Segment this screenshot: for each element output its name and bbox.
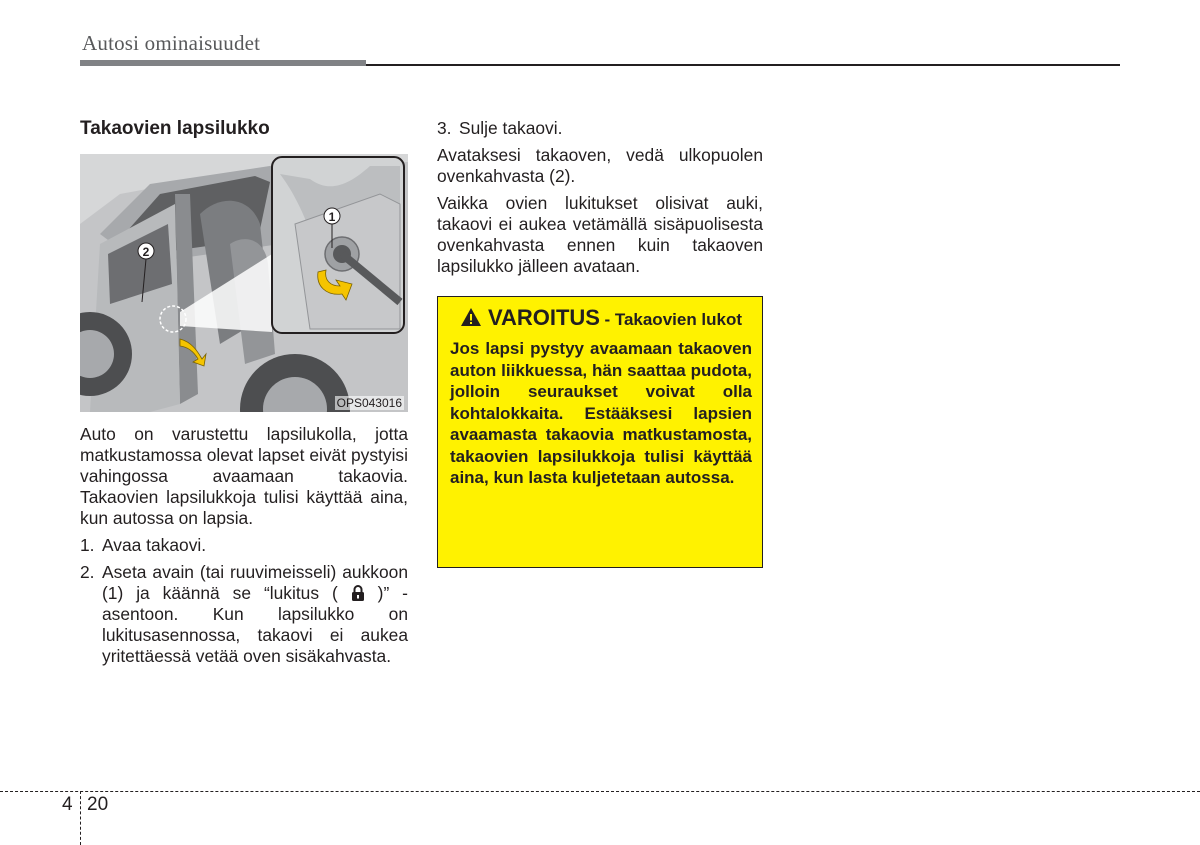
section-heading: Takaovien lapsilukko: [80, 118, 270, 139]
warning-subtitle: - Takaovien lukot: [604, 310, 743, 329]
intro-paragraph: Auto on varustettu lapsilukolla, jotta matkustamossa olevat lapset eivät pystyisi vahingossa avaamaan takaovia. Takaovien lapsilukkoja tulisi käyttää aina, kun autossa on lapsia.: [80, 424, 408, 528]
running-header: Autosi ominaisuudet: [82, 31, 261, 55]
callout-2-label: 2: [142, 245, 150, 259]
step-1: [80, 535, 408, 556]
step-number: 1.: [80, 535, 95, 555]
footer-dashed-rule: [0, 791, 1200, 792]
warning-box: [437, 296, 763, 568]
step-2: [80, 562, 408, 667]
header-rule-thin: [366, 64, 1120, 66]
warning-body: Jos lapsi pystyy avaamaan takaoven auton liikkuessa, hän saattaa pudota, jolloin seuraukset voivat olla kohtalokkaita. Estääksesi lapsien avaamasta takaovia matkustamosta, takaovien lapsilukkoja tulisi käyttää aina, kun lasta kuljetetaan autossa.: [450, 339, 752, 487]
step-text: [102, 562, 408, 667]
open-instructions-paragraph: Avataksesi takaoven, vedä ulkopuolen ovenkahvasta (2).: [437, 145, 763, 186]
footer-dashed-divider: [80, 791, 81, 845]
warning-heading: [450, 307, 752, 332]
car-door-drawing: [80, 154, 408, 412]
step-text-after-icon: )” -asentoon. Kun lapsilukko on lukitusasennossa, takaovi ei aukea yritettäessä vetää oven sisäkahvasta.: [102, 583, 408, 666]
figure-code: OPS043016: [336, 396, 402, 410]
warning-triangle-icon: [460, 307, 482, 327]
warning-title: VAROITUS: [487, 305, 600, 330]
step-text: Sulje takaovi.: [459, 118, 563, 138]
left-column: [80, 424, 408, 673]
page-number: 20: [87, 794, 109, 815]
step-number: 3.: [437, 118, 452, 138]
callout-1-label: 1: [328, 210, 336, 224]
chapter-number: 4: [62, 794, 73, 815]
step-number: 2.: [80, 562, 95, 582]
lock-icon: [351, 585, 365, 601]
step-text-before-icon: Aseta avain (tai ruuvimeisseli) aukkoon (1) ja käännä se “lukitus (: [102, 562, 408, 603]
step-text: Avaa takaovi.: [102, 535, 207, 555]
lock-note-paragraph: Vaikka ovien lukitukset olisivat auki, takaovi ei aukea vetämällä sisäpuolisesta ovenkahvasta ennen kuin takaoven lapsilukko jälleen avataan.: [437, 193, 763, 276]
header-rule-thick: [80, 60, 366, 66]
step-3: [437, 118, 763, 139]
middle-column: [437, 118, 763, 283]
child-lock-illustration: [80, 154, 408, 412]
